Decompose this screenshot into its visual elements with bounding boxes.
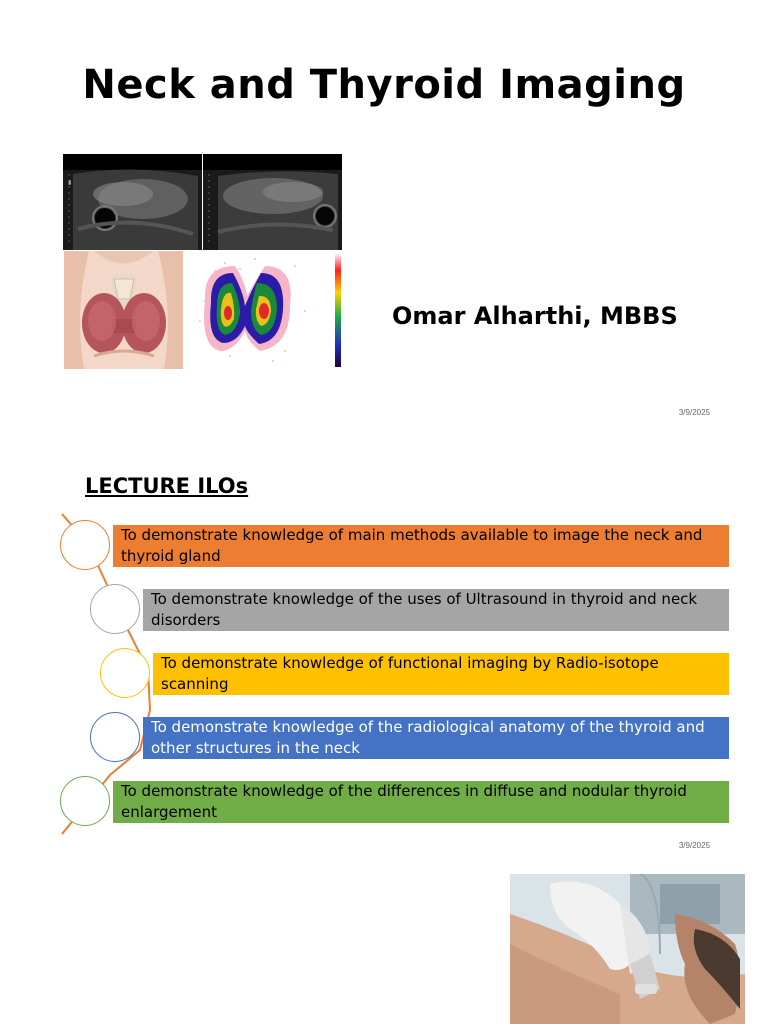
- ilo-item: [153, 653, 729, 695]
- ilo-bullet-circle: [90, 712, 140, 762]
- slide-date: 3/9/2025: [678, 408, 710, 417]
- ilo-slide: [0, 430, 768, 870]
- ultrasound-photo-slide: [0, 870, 768, 1024]
- slide-date: 3/9/2025: [678, 841, 710, 850]
- ultrasound-image-left: [63, 154, 202, 250]
- ilo-text: To demonstrate knowledge of the uses of Ultrasound in thyroid and neck disorders: [151, 590, 698, 629]
- ilo-bullet-circle: [90, 584, 140, 634]
- ilo-bullet-circle: [60, 520, 110, 570]
- slide-title: Neck and Thyroid Imaging: [82, 62, 686, 108]
- ilo-bullet-circle: [60, 776, 110, 826]
- ilo-item: [113, 781, 729, 823]
- ilo-item: [113, 525, 729, 567]
- thyroid-anatomy-illustration: [64, 251, 183, 369]
- ilo-text: To demonstrate knowledge of the radiological anatomy of the thyroid and other structures in the neck: [151, 718, 705, 757]
- ilo-bullet-circle: [100, 648, 150, 698]
- author-name: Omar Alharthi, MBBS: [392, 302, 678, 330]
- ilo-text: To demonstrate knowledge of the differences in diffuse and nodular thyroid enlargement: [121, 782, 687, 821]
- ilo-item: [143, 589, 729, 631]
- svg-text:▮: ▮: [68, 180, 72, 186]
- ilo-heading: LECTURE ILOs: [85, 474, 249, 498]
- ilo-text: To demonstrate knowledge of main methods available to image the neck and thyroid gland: [121, 526, 703, 565]
- ilo-item: [143, 717, 729, 759]
- ilo-text: To demonstrate knowledge of functional imaging by Radio-isotope scanning: [161, 654, 659, 693]
- title-slide: [0, 0, 768, 430]
- ultrasound-image-right: [203, 154, 342, 250]
- thyroid-scintigraphy-scan: [185, 251, 342, 369]
- neck-ultrasound-exam-photo: [510, 874, 745, 1024]
